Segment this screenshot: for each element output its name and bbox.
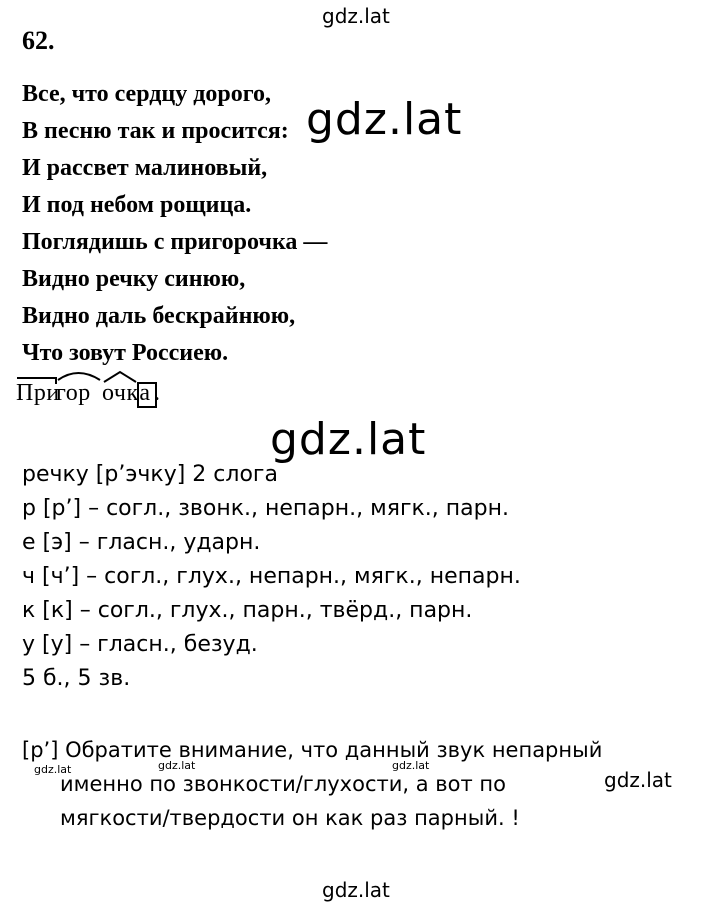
dot-text: . [154,380,161,406]
note-line: мягкости/твердости он как раз парный. ! [60,806,520,830]
watermark: gdz.lat [392,759,430,772]
poem-line: Видно даль бескрайнюю, [22,303,296,329]
morph-word-text [16,380,161,407]
watermark: gdz.lat [270,414,427,465]
poem-line: И под небом рощица. [22,192,252,218]
word-morphology [12,364,212,414]
analysis-line: ч [ч’] – согл., глух., непарн., мягк., непарн. [22,564,521,589]
poem-line: Все, что сердцу дорого, [22,81,271,107]
note-line: [р’] Обратите внимание, что данный звук непарный [22,738,603,762]
watermark: gdz.lat [604,768,672,792]
watermark: gdz.lat [158,759,196,772]
analysis-line: у [у] – гласн., безуд. [22,632,258,657]
ending-text: а [139,380,151,406]
analysis-line: к [к] – согл., глух., парн., твёрд., парн. [22,598,473,623]
note [22,733,602,835]
poem-line: В песню так и просится: [22,118,289,144]
watermark: gdz.lat [322,4,390,28]
root-mark [58,373,100,380]
watermark: gdz.lat [322,878,390,902]
poem-line: И рассвет малиновый, [22,155,268,181]
analysis-line: 5 б., 5 зв. [22,666,131,691]
exercise-number: 62. [22,26,55,55]
watermark: gdz.lat [34,763,72,776]
suffix-text: очк [102,380,139,406]
poem [22,76,327,372]
watermark: gdz.lat [306,94,463,145]
prefix-text: При [16,380,60,406]
analysis-line: р [р’] – согл., звонк., непарн., мягк., парн. [22,496,509,521]
poem-line: Видно речку синюю, [22,266,246,292]
poem-line: Что зовут Россиею. [22,340,229,366]
phonetic-analysis [22,458,521,696]
analysis-line: речку [р’эчку] 2 слога [22,462,278,487]
note-line: именно по звонкости/глухости, а вот по [60,772,506,796]
analysis-line: е [э] – гласн., ударн. [22,530,261,555]
root-text: гор [56,380,91,406]
poem-line: Поглядишь с пригорочка — [22,229,328,255]
